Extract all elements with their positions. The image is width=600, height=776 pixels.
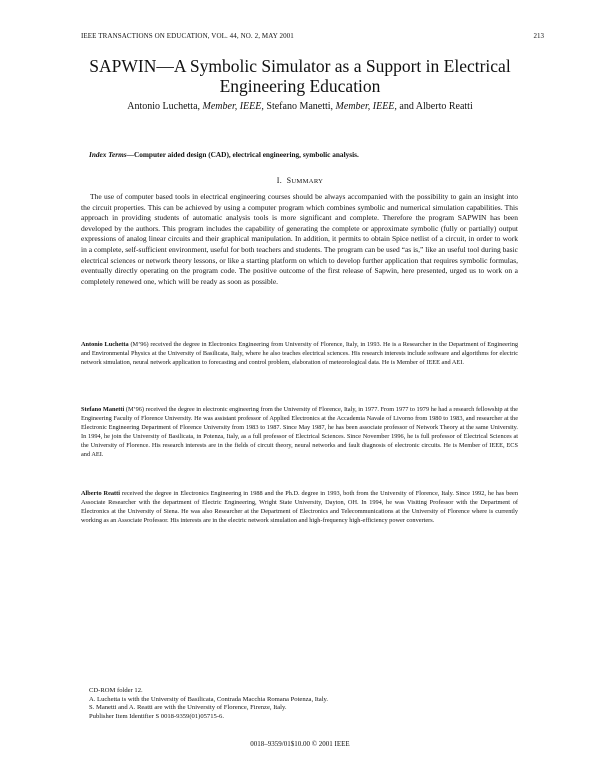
footnote: S. Manetti and A. Reatti are with the University of Florence, Firenze, Italy. xyxy=(89,704,287,712)
section-first-letter: S xyxy=(286,176,292,185)
page-number: 213 xyxy=(533,32,544,40)
bio-name: Alberto Reatti xyxy=(81,490,120,497)
paper-title: SAPWIN—A Symbolic Simulator as a Support in Electrical Engineering Education xyxy=(89,56,511,96)
author-2-role: Member, IEEE, xyxy=(335,101,397,112)
bio-text: (M’96) received the degree in electronic engineering from the University of Florence, Italy, in 1977. From 1977 to 1979 he had a research fellowship at the Engineering Faculty of Florence University. He was assistant professor of Applied Electronics at the Accademia Navale of Livorno from 1980 to 1983, and researcher at the Electronic Engineering Department of Florence University from 1983 to 1987. Since May 1987, he has been associate professor of Network Theory at the same University. In 1994, he join the University of Basilicata, in Potenza, Italy, as a full professor of Electrical Sciences. Since November 1996, he is full professor of Electrical Sciences at the University of Florence. His research interests are in the fields of circuit theory, neural networks and fault diagnosis of electronic circuits. He is Member of IEEE, ECS and AEI. xyxy=(81,406,518,459)
index-terms-text: Computer aided design (CAD), electrical engineering, symbolic analysis. xyxy=(133,150,359,159)
bio-name: Antonio Luchetta xyxy=(81,341,129,348)
author-2-name: Stefano Manetti, xyxy=(266,101,334,112)
index-terms xyxy=(89,150,359,159)
section-rest: UMMARY xyxy=(291,178,324,185)
bio-text: (M’96) received the degree in Electronics Engineering from University of Florence, Italy, in 1993. He is a Researcher in the Department of Engineering and Environmental Physics at the University of Basilicata, Italy, where he also teaches electrical sciences. His research interests include software and algorithms for electric network simulation, neural network application to forecasting and control problem, elaboration of meteorological data. He is Member of IEEE and AEI. xyxy=(81,341,518,367)
footnotes xyxy=(89,687,328,722)
author-line xyxy=(60,101,540,112)
index-terms-label: Index Terms— xyxy=(89,150,134,159)
author-1-name: Antonio Luchetta, xyxy=(127,101,201,112)
bio-name: Stefano Manetti xyxy=(81,406,125,413)
summary-paragraph: The use of computer based tools in electrical engineering courses should be always accompanied with the possibility to gain an insight into the circuit properties. This can be achieved by using a computer program which combines symbolic and numerical simulation capabilities. This approach in providing students of automatic analysis tools is more significant and complete. Therefore the program SAPWIN has been developed by the authors. This program includes the capability of generating the complete or approximate symbolic (fully or partially) output expressions of analog linear circuits and their graphical manipulation. In addition, it permits to obtain Spice netlist of a circuit, in order to work in a complete, self-sufficient environment, useful for both teachers and students. The program can be used “as is,” like an useful tool during basic electrical sciences or network theory lessons, or like a starting platform on which to develop further application that requires symbolic formulas, eventually directly operating on the program code. The positive outcome of the first release of Sapwin, here presented, urged us to work on a completely renewed one, which will be ready as soon as possible. xyxy=(81,192,518,286)
footnote: A. Luchetta is with the University of Basilicata, Contrada Macchia Romana Potenza, Italy. xyxy=(89,695,329,703)
author-bio-reatti xyxy=(81,489,518,525)
footnote: CD-ROM folder 12. xyxy=(89,687,143,694)
author-bio-luchetta xyxy=(81,340,518,367)
bio-text: received the degree in Electronics Engineering in 1988 and the Ph.D. degree in 1993, both from the University of Florence, Italy. Since 1992, he has been Associate Researcher with the department of Electric Engineering, Wright State University, Dayton, OH. In 1994, he was Visiting Professor with the Department of Electronics at the University of Siena. He was also Researcher at the Department of Electronics and Telecommunications at the University of Florence where is currently working as an Associate Professor. His interests are in the electric network simulation and high-frequency high-efficiency power converters. xyxy=(81,490,518,525)
author-3: and Alberto Reatti xyxy=(399,101,473,112)
footnote: Publisher Item Identifier S 0018-9359(01)05715-6. xyxy=(89,713,224,721)
author-1-role: Member, IEEE, xyxy=(202,101,264,112)
running-header: IEEE TRANSACTIONS ON EDUCATION, VOL. 44, NO. 2, MAY 2001 xyxy=(81,32,294,40)
author-bio-manetti xyxy=(81,405,518,460)
section-numeral: I. xyxy=(276,176,283,185)
copyright-line: 0018–9359/01$10.00 © 2001 IEEE xyxy=(250,740,350,748)
section-heading xyxy=(0,176,600,185)
